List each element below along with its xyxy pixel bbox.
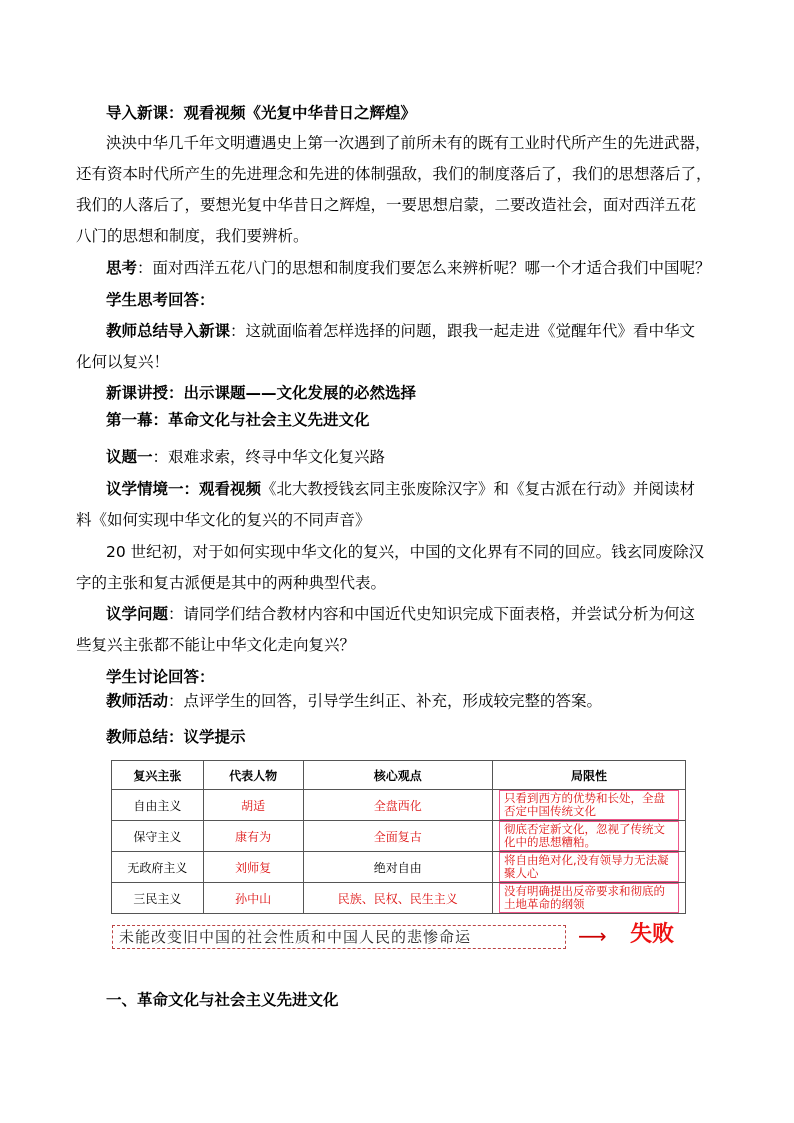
table-cell: 保守主义: [112, 821, 204, 852]
teacher-activity-text: ：点评学生的回答，引导学生纠正、补充，形成较完整的答案。: [168, 692, 603, 710]
table-cell: 三民主义: [112, 883, 204, 914]
table-cell: 全盘西化: [303, 790, 492, 821]
question-line-2: 些复兴主张都不能让中华文化走向复兴？: [76, 636, 356, 654]
topic-one: [106, 447, 385, 467]
table-header: 局限性: [492, 761, 685, 790]
section-heading: 一、革命文化与社会主义先进文化: [106, 991, 339, 1009]
table-cell: 民族、民权、民生主义: [303, 883, 492, 914]
limitation-note: 没有明确提出反帝要求和彻底的土地革命的纲领: [499, 883, 679, 913]
table-cell: 绝对自由: [303, 852, 492, 883]
context-line-1: 20 世纪初，对于如何实现中华文化的复兴，中国的文化界有不同的回应。钱玄同废除汉: [106, 543, 705, 561]
teacher-activity: [106, 691, 602, 711]
think-label: 思考: [106, 259, 138, 277]
intro-paragraph: [76, 128, 716, 252]
table-cell: 康有为: [203, 821, 303, 852]
question-line-1: [106, 604, 695, 624]
teacher-summary-text-1: ：这就面临着怎样选择的问题，跟我一起走进《觉醒年代》看中华文: [230, 322, 696, 340]
table-cell: 自由主义: [112, 790, 204, 821]
table-header: 代表人物: [203, 761, 303, 790]
teacher-summary-2-text: ：议学提示: [168, 728, 246, 746]
topic-one-text: ：艰难求索，终寻中华文化复兴路: [152, 448, 386, 466]
question-label: 议学问题: [106, 605, 169, 623]
table-row: [112, 852, 686, 883]
think-text: ：面对西洋五花八门的思想和制度我们要怎么来辨析呢？哪一个才适合我们中国呢？: [137, 259, 711, 277]
new-lesson-heading: 新课讲授：出示课题——文化发展的必然选择: [106, 384, 417, 402]
teacher-summary-line-1: [106, 321, 695, 341]
table-row: [112, 790, 686, 821]
question-text-1: ：请同学们结合教材内容和中国近代史知识完成下面表格，并尝试分析为何这: [168, 605, 696, 623]
table-cell: 无政府主义: [112, 852, 204, 883]
topic-one-label: 议题一: [106, 448, 153, 466]
scenario-line-1: [106, 479, 695, 499]
table-cell: [492, 821, 685, 852]
table-header: 核心观点: [303, 761, 492, 790]
teacher-summary-line-2: 化何以复兴！: [76, 353, 170, 371]
student-discussion: 学生讨论回答：: [106, 668, 215, 686]
think-question: [106, 258, 711, 278]
teacher-summary-2: [106, 727, 246, 747]
context-line-2: 字的主张和复古派便是其中的两种典型代表。: [76, 574, 387, 592]
student-answer-1: 学生思考回答：: [106, 291, 215, 309]
limitation-note: 彻底否定新文化，忽视了传统文化中的思想糟粕。: [499, 821, 679, 851]
table-cell: [492, 883, 685, 914]
intro-line-4: 八门的思想和制度，我们要辨析。: [76, 227, 309, 245]
teacher-summary-2-label: 教师总结: [106, 728, 169, 746]
limitation-note: 将自由绝对化,没有领导力无法凝聚人心: [499, 852, 679, 882]
table-cell: 刘师复: [203, 852, 303, 883]
table-cell: 孙中山: [203, 883, 303, 914]
table-header: 复兴主张: [112, 761, 204, 790]
intro-line-2: 还有资本时代所产生的先进理念和先进的体制强敌，我们的制度落后了，我们的思想落后了，: [76, 165, 712, 183]
table-row: [112, 821, 686, 852]
arrow-right-icon: ⟶: [578, 924, 607, 948]
scenario-label: 议学情境一：观看视频: [106, 480, 262, 498]
teacher-summary-label: 教师总结导入新课: [106, 322, 231, 340]
intro-heading: 导入新课：观看视频《光复中华昔日之辉煌》: [106, 104, 417, 122]
teacher-activity-label: 教师活动: [106, 692, 169, 710]
table-header-row: [112, 761, 686, 790]
failure-label: 失败: [630, 922, 675, 947]
limitation-note: 只看到西方的优势和长处，全盘否定中国传统文化: [499, 790, 679, 820]
table-cell: [492, 790, 685, 821]
table-cell: 胡适: [203, 790, 303, 821]
table-cell: 全面复古: [303, 821, 492, 852]
intro-line-1: 泱泱中华几千年文明遭遇史上第一次遇到了前所未有的既有工业时代所产生的先进武器，: [106, 134, 711, 152]
table-row: [112, 883, 686, 914]
intro-line-3: 我们的人落后了，要想光复中华昔日之辉煌，一要思想启蒙，二要改造社会，面对西洋五花: [76, 196, 697, 214]
act-one-heading: 第一幕：革命文化与社会主义先进文化: [106, 411, 370, 429]
conclusion-banner: 未能改变旧中国的社会性质和中国人民的悲惨命运: [112, 925, 566, 949]
scenario-line-2: 料《如何实现中华文化的复兴的不同声音》: [76, 511, 371, 529]
revival-table: [111, 760, 686, 914]
table-cell: [492, 852, 685, 883]
scenario-text-1: 《北大教授钱玄同主张废除汉字》和《复古派在行动》并阅读材: [261, 480, 696, 498]
